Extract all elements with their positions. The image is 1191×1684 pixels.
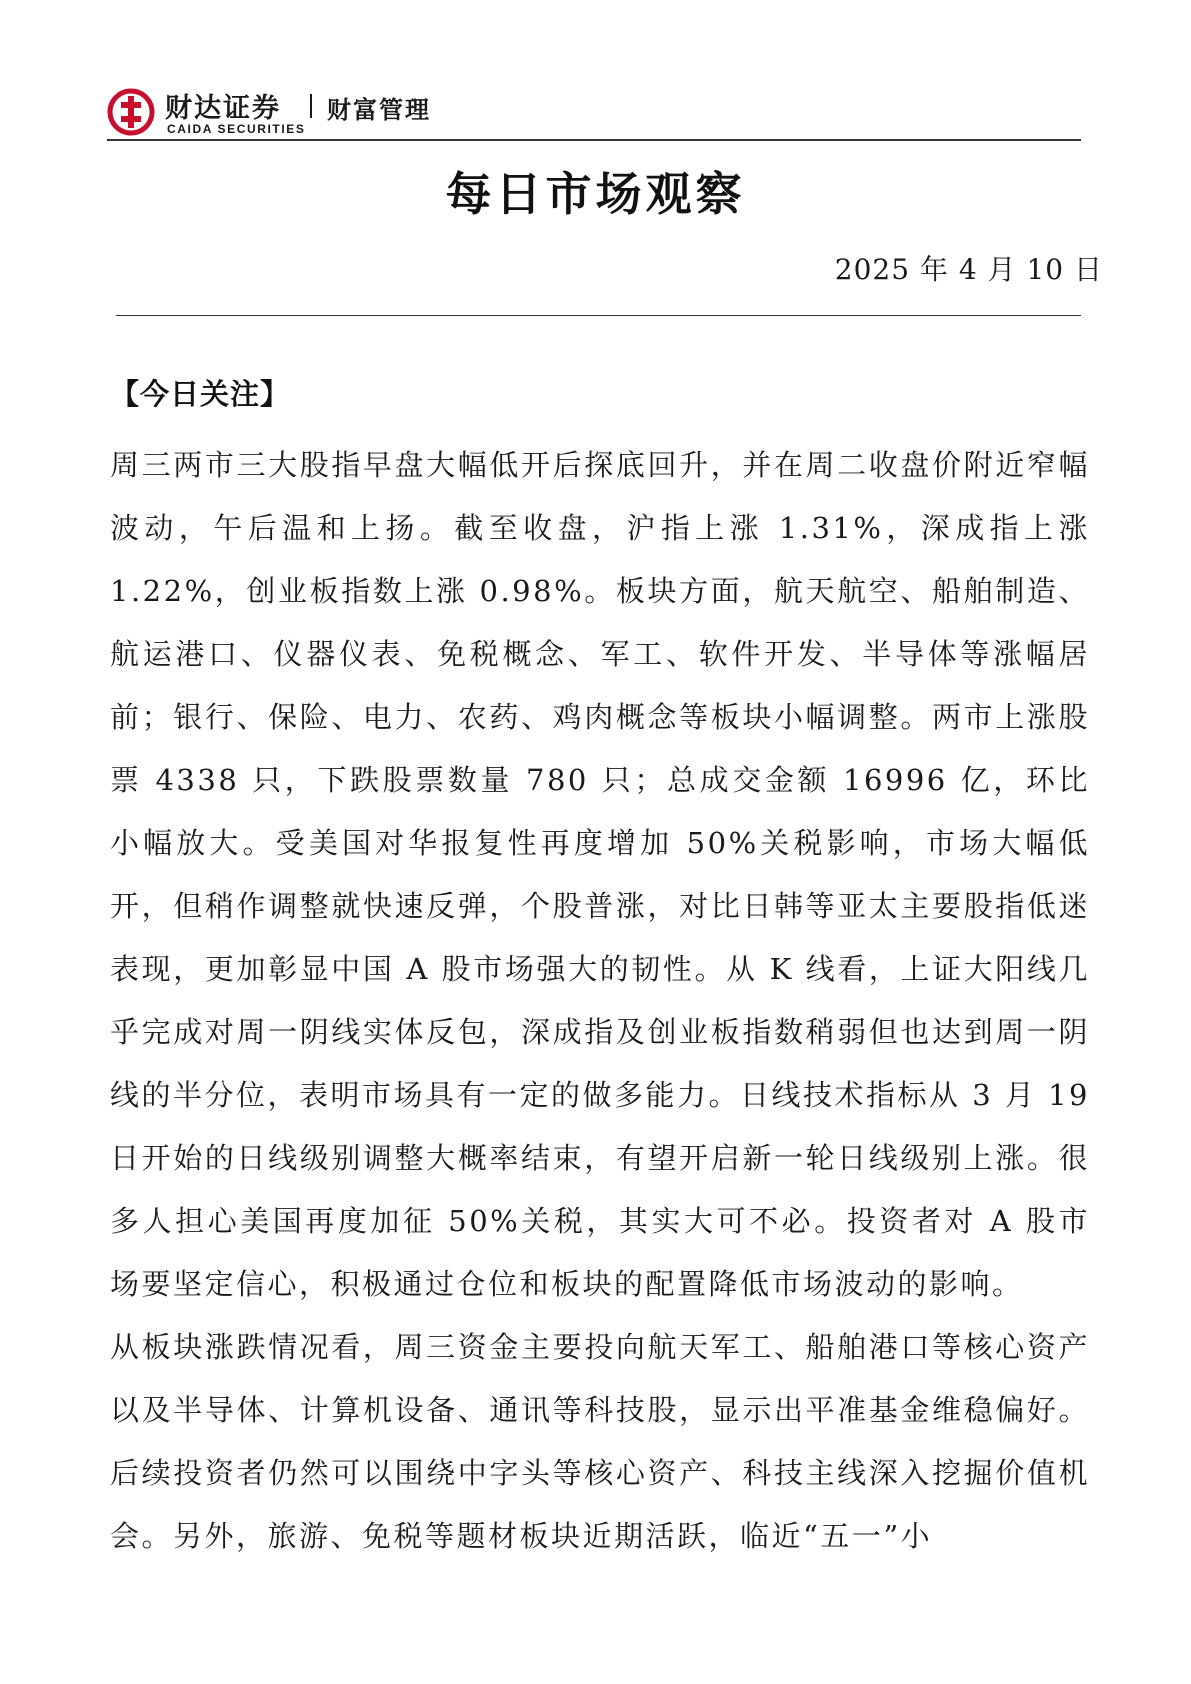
brand-name-cn: 财达证券 [165, 93, 281, 124]
caida-logo-icon [107, 88, 155, 136]
brand-separator [310, 94, 312, 118]
body-paragraph-1: 周三两市三大股指早盘大幅低开后探底回升，并在周二收盘价附近窄幅波动，午后温和上扬。截至收盘，沪指上涨 1.31%，深成指上涨 1.22%，创业板指数上涨 0.98%。板块方面，航天航空、船舶制造、航运港口、仪器仪表、免税概念、军工、软件开发、半导体等涨幅居前；银行、保险、电力、农药、鸡肉概念等板块小幅调整。两市上涨股票 4338 只，下跌股票数量 780 只；总成交金额 16996 亿，环比小幅放大。受美国对华报复性再度增加 50%关税影响，市场大幅低开，但稍作调整就快速反弹，个股普涨，对比日韩等亚太主要股指低迷表现，更加彰显中国 A 股市场强大的韧性。从 K 线看，上证大阳线几乎完成对周一阴线实体反包，深成指及创业板指数稍弱但也达到周一阴线的半分位，表明市场具有一定的做多能力。日线技术指标从 3 月 19 日开始的日线级别调整大概率结束，有望开启新一轮日线级别上涨。很多人担心美国再度加征 50%关税，其实大可不必。投资者对 A 股市场要坚定信心，积极通过仓位和板块的配置降低市场波动的影响。 [110, 448, 1091, 1301]
date-rule [116, 315, 1081, 316]
report-body [110, 434, 1090, 1568]
page-header [107, 84, 1081, 140]
brand-subtitle: 财富管理 [327, 96, 431, 124]
section-heading: 【今日关注】 [110, 377, 291, 411]
page-title: 每日市场观察 [445, 167, 746, 221]
brand-name-en: CAIDA SECURITIES [167, 122, 306, 136]
header-rule [107, 139, 1081, 141]
body-paragraph-2: 从板块涨跌情况看，周三资金主要投向航天军工、船舶港口等核心资产以及半导体、计算机设备、通讯等科技股，显示出平准基金维稳偏好。后续投资者仍然可以围绕中字头等核心资产、科技主线深入挖掘价值机会。另外，旅游、免税等题材板块近期活跃，临近“五一”小 [110, 1330, 1090, 1553]
report-date: 2025 年 4 月 10 日 [834, 253, 1103, 286]
